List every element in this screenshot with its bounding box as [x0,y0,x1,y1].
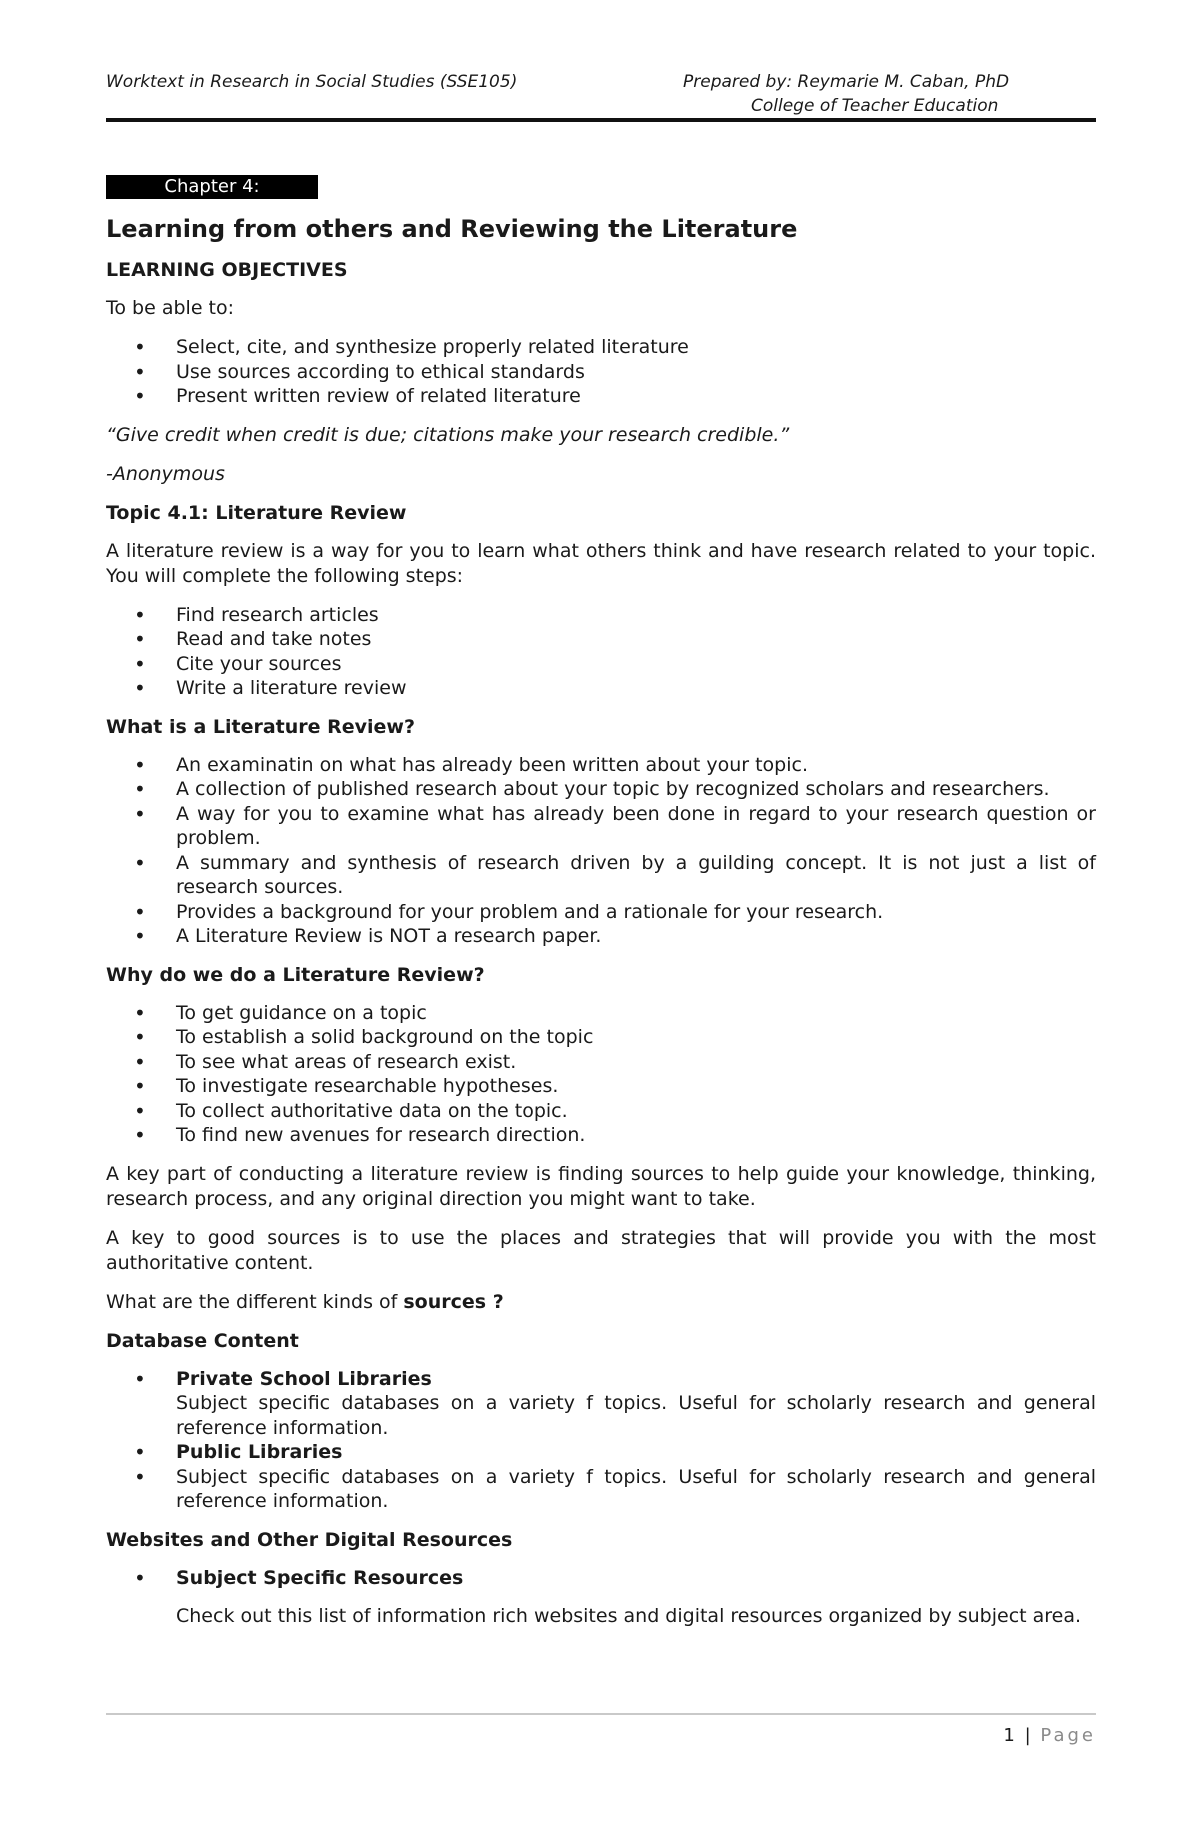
database-heading: Database Content [106,1329,299,1352]
list-item: • Use sources according to ethical standards [106,360,1096,385]
document-body [106,210,1096,1643]
database-item-title: Public Libraries [176,1441,343,1463]
list-item [106,1440,1096,1465]
list-item: • Provides a background for your problem and a rationale for your research. [106,900,1096,925]
topic-heading: Topic 4.1: Literature Review [106,501,407,524]
page-title: Learning from others and Reviewing the Literature [106,215,798,243]
list-item: • Select, cite, and synthesize properly related literature [106,335,1096,360]
list-item: • Find research articles [106,603,1096,628]
chapter-label: Chapter 4: [106,175,318,199]
paragraph-sources-question [106,1290,1096,1315]
objectives-list [106,335,1096,409]
sources-question-bold: sources ? [403,1290,504,1313]
page-footer [1003,1725,1096,1746]
quote-text: “Give credit when credit is due; citations make your research credible.” [106,423,790,446]
list-item: • To see what areas of research exist. [106,1050,1096,1075]
header-college: College of Teacher Education [751,96,999,116]
objectives-heading: LEARNING OBJECTIVES [106,259,348,281]
list-item: • Read and take notes [106,627,1096,652]
list-item: • To get guidance on a topic [106,1001,1096,1026]
objectives-intro: To be able to: [106,297,235,319]
header-prepared-by: Prepared by: Reymarie M. Caban, PhD [683,72,1010,92]
list-item: • A collection of published research about your topic by recognized scholars and researchers. [106,777,1096,802]
what-is-heading: What is a Literature Review? [106,715,416,738]
page-label: Page [1040,1725,1096,1746]
list-item [106,1367,1096,1441]
websites-item-title: Subject Specific Resources [176,1566,464,1589]
list-item: • To investigate researchable hypotheses. [106,1074,1096,1099]
list-item: • A summary and synthesis of research driven by a guilding concept. It is not just a list of research sources. [106,851,1096,900]
list-item: • An examinatin on what has already been written about your topic. [106,753,1096,778]
list-item [106,1566,1096,1591]
list-item: • To collect authoritative data on the topic. [106,1099,1096,1124]
footer-separator: | [1024,1725,1031,1746]
list-item: • A way for you to examine what has already been done in regard to your research question or problem. [106,802,1096,851]
header-divider [106,118,1096,122]
document-page [106,0,1096,1835]
header-course: Worktext in Research in Social Studies (SSE105) [106,72,518,92]
why-heading: Why do we do a Literature Review? [106,963,485,986]
paragraph-good-sources: A key to good sources is to use the places and strategies that will provide you with the most authoritative content. [106,1226,1096,1274]
list-item: • Write a literature review [106,676,1096,701]
sources-question-text: What are the different kinds of [106,1290,404,1313]
list-item: • To establish a solid background on the topic [106,1025,1096,1050]
what-is-list [106,753,1096,949]
database-item-desc: Subject specific databases on a variety f topics. Useful for scholarly research and general reference information. [176,1392,1096,1439]
list-item: • A Literature Review is NOT a research paper. [106,924,1096,949]
list-item: • To find new avenues for research direction. [106,1123,1096,1148]
page-number: 1 [1003,1725,1015,1746]
database-list [106,1367,1096,1514]
websites-heading: Websites and Other Digital Resources [106,1528,513,1551]
why-list [106,1001,1096,1148]
list-item: • Cite your sources [106,652,1096,677]
quote-author: -Anonymous [106,462,225,485]
topic-intro: A literature review is a way for you to learn what others think and have research related to your topic. You will complete the following steps: [106,539,1096,587]
database-item-title: Private School Libraries [176,1367,432,1390]
websites-desc: Check out this list of information rich websites and digital resources organized by subject area. [176,1605,1082,1627]
footer-divider [106,1713,1096,1715]
paragraph-key-part: A key part of conducting a literature review is finding sources to help guide your knowledge, thinking, research process, and any original direction you might want to take. [106,1162,1096,1210]
websites-list [106,1566,1096,1591]
database-item-desc: Subject specific databases on a variety f topics. Useful for scholarly research and general reference information. [176,1465,1096,1512]
list-item [106,1465,1096,1514]
list-item: • Present written review of related literature [106,384,1096,409]
steps-list [106,603,1096,701]
